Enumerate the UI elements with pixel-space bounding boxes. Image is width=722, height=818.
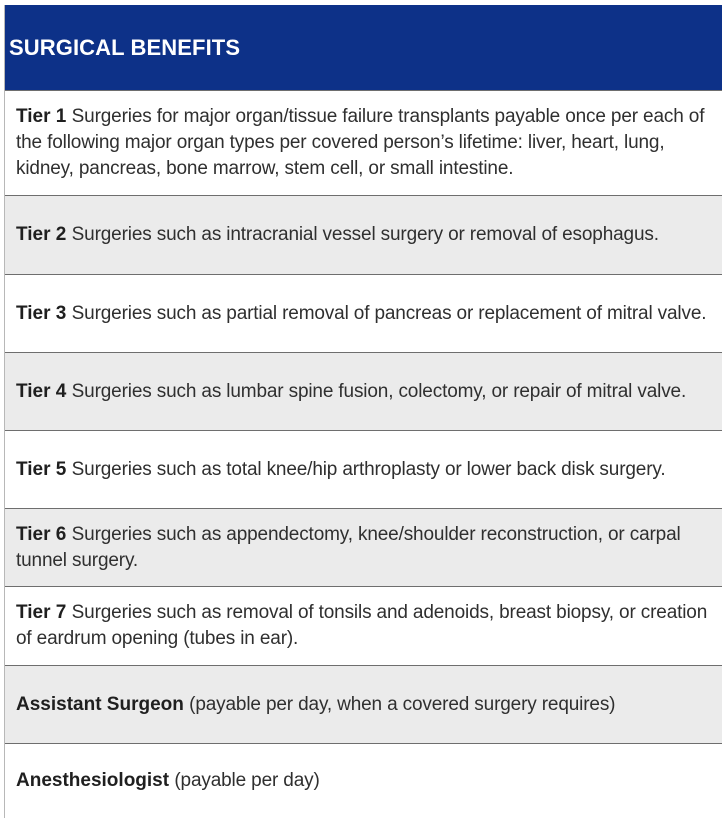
- table-header: [5, 5, 722, 90]
- table-row-tier-3: [5, 274, 722, 352]
- surgical-benefits-table: [4, 5, 722, 818]
- row-description: (payable per day, when a covered surgery requires): [189, 693, 616, 715]
- row-label: Tier 5: [16, 458, 67, 480]
- row-description: Surgeries such as intracranial vessel surgery or removal of esophagus.: [71, 224, 659, 245]
- row-description: (payable per day): [174, 770, 320, 791]
- table-title: SURGICAL BENEFITS: [9, 34, 241, 60]
- row-label: Anesthesiologist: [16, 770, 170, 791]
- table-row-tier-5: [5, 430, 722, 508]
- row-description: Surgeries such as partial removal of pancreas or replacement of mitral valve.: [71, 302, 707, 324]
- table-row-anesthesiologist: [5, 743, 722, 818]
- row-label: Tier 7: [16, 602, 67, 623]
- row-label: Tier 2: [16, 224, 67, 245]
- table-row-tier-1: [5, 90, 722, 195]
- row-label: Tier 6: [16, 523, 67, 545]
- row-description: Surgeries such as lumbar spine fusion, colectomy, or repair of mitral valve.: [71, 380, 687, 402]
- row-description: Surgeries such as appendectomy, knee/shoulder reconstruction, or carpal tunnel surgery.: [16, 523, 681, 571]
- table-row-tier-2: [5, 195, 722, 274]
- row-description: Surgeries such as removal of tonsils and adenoids, breast biopsy, or creation of eardrum opening (tubes in ear).: [16, 602, 708, 649]
- table-row-tier-7: [5, 586, 722, 665]
- row-label: Tier 3: [16, 302, 67, 324]
- row-label: Tier 1: [16, 106, 67, 127]
- row-description: Surgeries such as total knee/hip arthroplasty or lower back disk surgery.: [71, 458, 666, 480]
- row-description: Surgeries for major organ/tissue failure transplants payable once per each of the following major organ types per covered person’s lifetime: liver, heart, lung, kidney, pancreas, bone marrow, stem cell, or small intestine.: [16, 106, 705, 179]
- table-row-tier-4: [5, 352, 722, 430]
- row-label: Assistant Surgeon: [16, 693, 184, 715]
- table-row-assistant-surgeon: [5, 665, 722, 743]
- table-row-tier-6: [5, 508, 722, 586]
- row-label: Tier 4: [16, 380, 67, 402]
